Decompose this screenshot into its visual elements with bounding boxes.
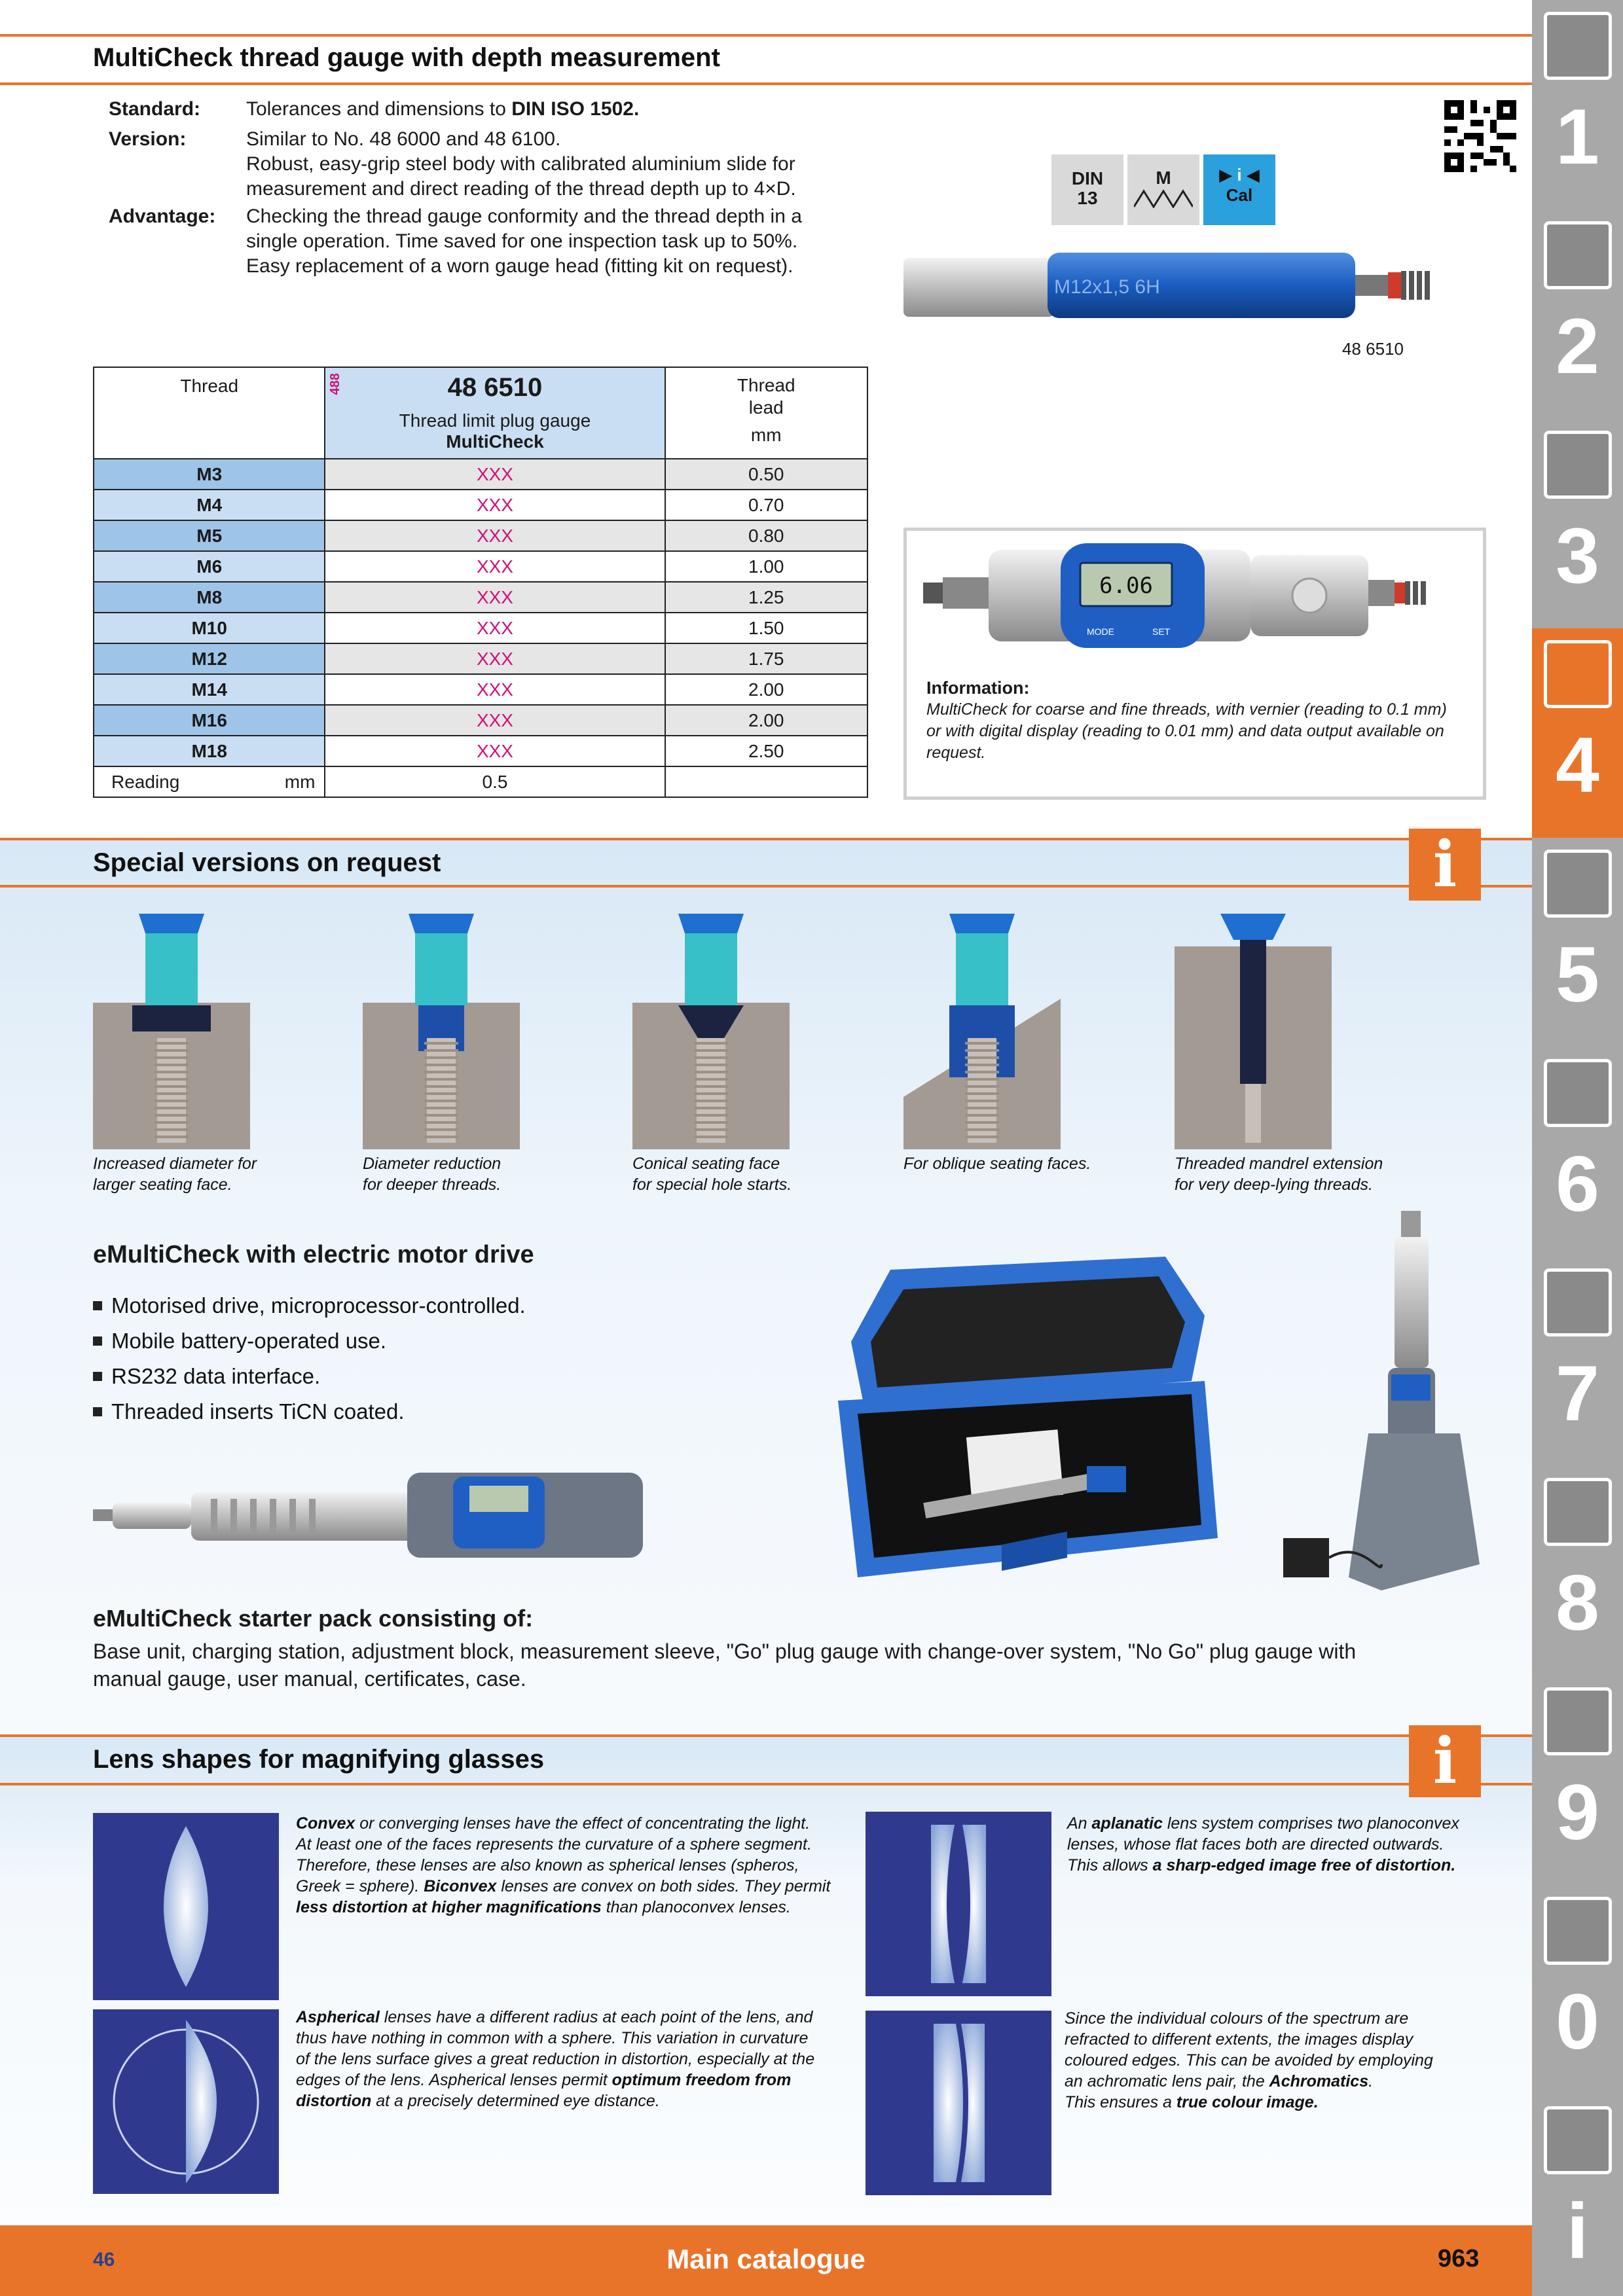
table-row [94, 705, 867, 736]
qr-code-icon[interactable] [1444, 98, 1516, 174]
product-name: MultiCheck [446, 431, 544, 452]
lead-cell: 2.00 [665, 705, 867, 736]
standard-text: Tolerances and dimensions to DIN ISO 1502. [246, 98, 640, 120]
special-caption: Conical seating face for special hole starts. [632, 1155, 792, 1194]
display-reading: 6.06 [1099, 573, 1153, 599]
achromatic-text: Since the individual colours of the spectrum are refracted to different extents, the images display coloured edges. This can be avoided by employing an achromatic lens pair, the Achromatics. This ensures a true colour image. [1065, 2009, 1433, 2111]
pack-text: Base unit, charging station, adjustment block, measurement sleeve, "Go" plug gauge with change-over system, "No Go" plug gauge with manual gauge, user manual, certificates, case. [93, 1640, 1357, 1691]
reading-value: 0.5 [325, 766, 665, 797]
advantage-line-2: single operation. Time saved for one inspection task up to 50%. [246, 230, 798, 252]
calibration-badge: ▶ i ◀ Cal [1203, 154, 1275, 225]
emulti-title: eMultiCheck with electric motor drive [93, 1241, 534, 1268]
code-cell: XXX [325, 551, 665, 582]
product-ref-number: 48 6510 [1342, 339, 1404, 359]
version-line-2: Robust, easy-grip steel body with calibrated aluminium slide for [246, 153, 795, 175]
footer-bar [0, 2225, 1532, 2296]
version-line-1: Similar to No. 48 6000 and 48 6100. [246, 128, 561, 150]
chapter-tool-icon [1544, 12, 1612, 80]
table-row [94, 459, 867, 490]
lead-cell: 0.80 [665, 520, 867, 551]
chapter-tab-4[interactable] [1532, 628, 1623, 838]
chapter-tool-icon [1544, 1268, 1612, 1336]
table-row [94, 582, 867, 613]
chapter-tab-1[interactable] [1532, 0, 1623, 209]
thread-cell: M18 [94, 736, 325, 766]
version-line-3: measurement and direct reading of the thread depth up to 4×D. [246, 178, 796, 200]
aplanatic-lens-image [866, 1812, 1051, 1996]
convex-lens-image [93, 1813, 279, 2000]
special-top-rule [0, 838, 1532, 840]
version-label: Version: [109, 128, 187, 150]
lens-title: Lens shapes for magnifying glasses [93, 1745, 545, 1774]
lead-cell: 1.75 [665, 643, 867, 674]
special-caption: Increased diameter for larger seating face. [93, 1155, 257, 1194]
m-thread-badge: M [1127, 154, 1199, 225]
din-badge: DIN 13 [1051, 154, 1123, 225]
info-text: MultiCheck for coarse and fine threads, with vernier (reading to 0.1 mm) or with digital display (reading to 0.01 mm) and data output available on request. [926, 700, 1447, 762]
charging-station-image [1283, 1211, 1493, 1604]
thread-cell: M6 [94, 551, 325, 582]
special-title: Special versions on request [93, 848, 441, 877]
special-version-image [632, 914, 790, 1149]
lead-cell: 1.25 [665, 582, 867, 613]
chapter-tool-icon [1544, 1478, 1612, 1546]
table-row [94, 643, 867, 674]
thread-cell: M12 [94, 643, 325, 674]
info-icon: i [1409, 829, 1481, 901]
emulticheck-case-image [838, 1250, 1218, 1590]
table-row [94, 551, 867, 582]
chapter-tab-9[interactable] [1532, 1676, 1623, 1885]
footer-page-left: 46 [93, 2249, 115, 2270]
footer-center-title: Main catalogue [666, 2244, 866, 2274]
thread-cell: M3 [94, 459, 325, 490]
special-version-image [903, 914, 1061, 1149]
thread-table [93, 367, 868, 798]
code-cell: XXX [325, 736, 665, 766]
aspherical-lens-image [93, 2009, 279, 2194]
code-cell: XXX [325, 674, 665, 705]
chapter-tool-icon [1544, 1059, 1612, 1127]
lens-top-rule [0, 1734, 1532, 1737]
digital-gauge-image [923, 543, 1473, 648]
emulti-bullet-4: Threaded inserts TiCN coated. [93, 1399, 405, 1424]
lens-bottom-rule [0, 1783, 1532, 1785]
table-row [94, 490, 867, 520]
chapter-tool-icon [1544, 431, 1612, 499]
special-caption: Threaded mandrel extension for very deep-lying threads. [1175, 1155, 1383, 1194]
chapter-number: 3 [1556, 512, 1599, 600]
advantage-label: Advantage: [109, 206, 216, 227]
header-top-rule [0, 34, 1532, 37]
code-cell: XXX [325, 582, 665, 613]
special-caption: For oblique seating faces. [903, 1155, 1091, 1173]
emulti-bullet-2: Mobile battery-operated use. [93, 1329, 386, 1354]
lead-cell: 1.50 [665, 613, 867, 643]
table-footer-row [94, 766, 867, 797]
lead-cell: 2.50 [665, 736, 867, 766]
chapter-tab-8[interactable] [1532, 1466, 1623, 1676]
table-header-row [94, 367, 867, 459]
thread-cell: M16 [94, 705, 325, 736]
chapter-tab-i[interactable] [1532, 2094, 1623, 2296]
chapter-tool-icon [1544, 850, 1612, 918]
table-body [94, 459, 867, 766]
product-description: Thread limit plug gauge [399, 410, 591, 431]
emulti-bullet-3: RS232 data interface. [93, 1364, 320, 1389]
special-version-image [363, 914, 520, 1149]
reading-empty [665, 766, 867, 797]
chapter-number: i [1566, 2187, 1589, 2275]
col-lead-header: Thread lead mm [665, 367, 867, 459]
col-thread-header: Thread [94, 367, 325, 459]
lead-cell: 1.00 [665, 551, 867, 582]
page-title: MultiCheck thread gauge with depth measurement [93, 43, 720, 72]
code-cell: XXX [325, 613, 665, 643]
chapter-tool-icon [1544, 640, 1612, 708]
chapter-tool-icon [1544, 2106, 1612, 2174]
thread-cell: M8 [94, 582, 325, 613]
thread-cell: M4 [94, 490, 325, 520]
code-cell: XXX [325, 705, 665, 736]
table-row [94, 613, 867, 643]
chapter-number: 4 [1556, 721, 1599, 809]
special-version-image [1175, 914, 1332, 1149]
gauge-engraving: M12x1,5 6H [1054, 276, 1160, 298]
chapter-tab-2[interactable] [1532, 209, 1623, 419]
chapter-tab-5[interactable] [1532, 838, 1623, 1047]
col-product-header [325, 367, 665, 459]
chapter-tab-3[interactable] [1532, 419, 1623, 628]
lead-cell: 0.50 [665, 459, 867, 490]
chapter-number: 6 [1556, 1140, 1599, 1228]
chapter-tab-0[interactable] [1532, 1885, 1623, 2094]
chapter-number: 9 [1556, 1768, 1599, 1856]
special-caption: Diameter reduction for deeper threads. [363, 1155, 501, 1194]
header-bottom-rule [0, 82, 1532, 85]
aspherical-text: Aspherical lenses have a different radius at each point of the lens, and thus have nothing in common with a sphere. This variation in curvature of the lens surface gives a great reduction in distortion, especially at the edges of the lens. Aspherical lenses permit optimum freedom from distortion at a precisely determined eye distance. [296, 2008, 815, 2110]
thread-profile-icon [1134, 188, 1193, 208]
lens-info-icon: i [1409, 1725, 1481, 1797]
chapter-tool-icon [1544, 1897, 1612, 1965]
table-row [94, 736, 867, 766]
code-cell: XXX [325, 490, 665, 520]
chapter-number: 8 [1556, 1559, 1599, 1647]
chapter-number: 0 [1556, 1978, 1599, 2066]
chapter-tool-icon [1544, 221, 1612, 289]
code-cell: XXX [325, 459, 665, 490]
emultichek-tool-image [93, 1466, 643, 1564]
pack-title: eMultiCheck starter pack consisting of: [93, 1605, 534, 1632]
vertical-code: 488 [328, 373, 343, 395]
footer-page-right: 963 [1438, 2245, 1480, 2272]
info-title: Information: [926, 678, 1030, 698]
chapter-number: 7 [1556, 1350, 1599, 1437]
convex-text: Convex or converging lenses have the effect of concentrating the light. At least one of the faces represents the curvature of a sphere segment. Therefore, these lenses are also known as spherical lenses (spheros, Greek = sphere). Biconvex lenses are convex on both sides. They permit less distortion at higher magnifications than planoconvex lenses. [296, 1814, 831, 1916]
chapter-number: 1 [1556, 93, 1599, 181]
reading-label: Reading mm [94, 766, 325, 797]
set-button-label: SET [1152, 626, 1171, 637]
advantage-line-1: Checking the thread gauge conformity and the thread depth in a [246, 206, 802, 227]
emulti-bullet-1: Motorised drive, microprocessor-controlled. [93, 1293, 526, 1318]
chapter-tab-7[interactable] [1532, 1257, 1623, 1466]
code-cell: XXX [325, 520, 665, 551]
product-number: 48 6510 [447, 373, 543, 402]
aplanatic-text: An aplanatic lens system comprises two planoconvex lenses, whose flat faces both are directed outwards. This allows a sharp-edged image free of distortion. [1067, 1814, 1459, 1874]
thread-cell: M14 [94, 674, 325, 705]
lead-cell: 0.70 [665, 490, 867, 520]
thread-cell: M5 [94, 520, 325, 551]
special-version-image [93, 914, 250, 1149]
mode-button-label: MODE [1087, 626, 1114, 637]
table-row [94, 520, 867, 551]
achromatic-lens-image [866, 2011, 1051, 2195]
lead-cell: 2.00 [665, 674, 867, 705]
standard-label: Standard: [109, 98, 201, 120]
chapter-number: 5 [1556, 931, 1599, 1018]
chapter-tab-6[interactable] [1532, 1047, 1623, 1257]
table-row [94, 674, 867, 705]
advantage-line-3: Easy replacement of a worn gauge head (fitting kit on request). [246, 255, 793, 277]
thread-cell: M10 [94, 613, 325, 643]
chapter-number: 2 [1556, 302, 1599, 390]
code-cell: XXX [325, 643, 665, 674]
special-bottom-rule [0, 885, 1532, 888]
chapter-tool-icon [1544, 1687, 1612, 1755]
thread-gauge-image [903, 249, 1506, 321]
